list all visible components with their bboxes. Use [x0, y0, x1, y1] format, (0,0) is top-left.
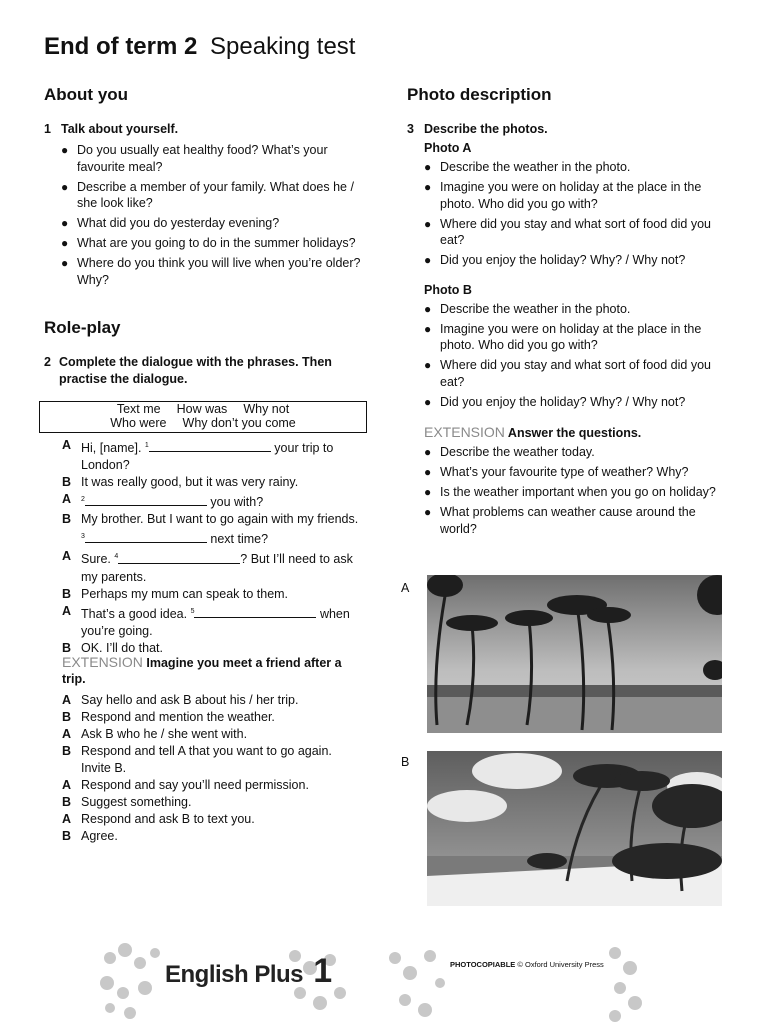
phrase-box — [39, 401, 367, 433]
photo-b-label: Photo B — [424, 282, 472, 297]
gap-blank[interactable] — [118, 551, 240, 564]
bullet-item: ● What did you do yesterday evening? — [61, 215, 364, 232]
phrase: How was — [176, 402, 228, 416]
extension-title: Imagine you meet a friend after a trip. — [62, 656, 342, 686]
phrase: Why not — [243, 402, 290, 416]
title-bold: End of term 2 — [44, 33, 198, 60]
dialogue-line — [62, 548, 362, 585]
speaker: B — [62, 475, 72, 490]
extension-line — [62, 811, 362, 828]
extension-line — [62, 726, 362, 743]
bullet-item: ● Do you usually eat healthy food? What’s your favourite meal? — [61, 142, 364, 175]
bullet-item: ● Describe a member of your family. What does he / she look like? — [61, 179, 364, 212]
gap-number: 3 — [81, 533, 85, 541]
gap-blank[interactable] — [85, 530, 207, 543]
copyright-text: © Oxford University Press — [517, 960, 604, 969]
bullet-item: ● Where did you stay and what sort of food did you eat? — [424, 357, 727, 390]
photo-b-bullets — [424, 301, 727, 411]
photo-section — [407, 121, 727, 541]
extension-label: EXTENSION — [62, 654, 143, 670]
gap-number: 2 — [81, 496, 85, 504]
question-text: Complete the dialogue with the phrases. Then practise the dialogue. — [58, 355, 332, 386]
extension-title: Answer the questions. — [507, 426, 642, 440]
bullet-item: ● Imagine you were on holiday at the place in the photo. Who did you go with? — [424, 179, 727, 212]
extension-text: Ask B who he / she went with. — [81, 727, 248, 741]
phrase: Text me — [116, 402, 161, 416]
bullet-item: ● What are you going to do in the summer holidays? — [61, 235, 364, 252]
extension-text: Respond and say you’ll need permission. — [81, 778, 309, 792]
dialogue — [62, 437, 362, 657]
extension-text: Respond and tell A that you want to go again. Invite B. — [81, 744, 332, 775]
gap-number: 1 — [144, 442, 149, 449]
dialogue-text: your trip to London? — [81, 441, 334, 473]
photo-extension-bullets — [424, 444, 727, 537]
gap-blank[interactable] — [194, 605, 316, 618]
dialogue-text: when you’re going. — [81, 606, 350, 638]
dialogue-text: That’s a good idea. — [81, 606, 191, 621]
bullet-item: ● Describe the weather today. — [424, 444, 727, 461]
question-text: Talk about yourself. — [61, 122, 179, 136]
phrase-row — [40, 402, 366, 416]
photo-heading: Photo description — [407, 85, 552, 104]
photocopiable-label: PHOTOCOPIABLE — [450, 960, 516, 969]
roleplay-extension — [62, 654, 362, 845]
bullet-item: ● Did you enjoy the holiday? Why? / Why not? — [424, 252, 727, 269]
speaker: A — [62, 727, 72, 741]
extension-line — [62, 777, 362, 794]
gap-blank[interactable] — [85, 493, 207, 506]
dialogue-line — [62, 491, 362, 511]
gap-number: 5 — [190, 607, 195, 615]
speaker: B — [62, 640, 72, 655]
photo-a-image — [427, 575, 722, 733]
speaker: A — [62, 778, 72, 792]
dialogue-text: Hi, [name]. — [81, 441, 145, 456]
dialogue-line — [62, 474, 362, 491]
dialogue-text: It was really good, but it was very rainy. — [81, 475, 299, 490]
copyright-note — [450, 960, 604, 969]
speaker: A — [62, 812, 72, 826]
brand-name: English Plus — [165, 961, 304, 988]
phrase: Why don’t you come — [182, 416, 296, 430]
dialogue-line — [62, 511, 362, 548]
dialogue-text: OK. I’ll do that. — [81, 640, 163, 655]
dialogue-text: Sure. — [81, 552, 115, 567]
speaker: A — [62, 693, 72, 707]
extension-text: Agree. — [81, 829, 118, 843]
gap-blank[interactable] — [149, 439, 271, 452]
question-number: 3 — [407, 122, 414, 136]
bullet-item: ● Did you enjoy the holiday? Why? / Why not? — [424, 394, 727, 411]
extension-text: Respond and mention the weather. — [81, 710, 275, 724]
speaker: A — [62, 603, 72, 618]
photo-a-letter: A — [401, 581, 410, 595]
about-section — [44, 121, 364, 292]
extension-text: Suggest something. — [81, 795, 192, 809]
extension-text: Respond and ask B to text you. — [81, 812, 255, 826]
about-bullets — [61, 142, 364, 288]
question-number: 2 — [44, 355, 51, 369]
bullet-item: ● Where did you stay and what sort of food did you eat? — [424, 216, 727, 249]
photo-b-letter: B — [401, 755, 410, 769]
extension-text: Say hello and ask B about his / her trip. — [81, 693, 299, 707]
dialogue-text: next time? — [206, 532, 269, 547]
speaker: A — [62, 438, 72, 452]
speaker: B — [62, 586, 72, 601]
dialogue-text: you with? — [206, 495, 264, 510]
bullet-item: ● What’s your favourite type of weather? Why? — [424, 464, 727, 481]
speaker: A — [62, 549, 72, 564]
dialogue-line — [62, 603, 362, 640]
title-rest: Speaking test — [210, 33, 356, 60]
question-text: Describe the photos. — [424, 122, 548, 136]
bullet-item: ● Describe the weather in the photo. — [424, 159, 727, 176]
bullet-item: ● Where do you think you will live when you’re older? Why? — [61, 255, 364, 288]
speaker: B — [62, 795, 72, 809]
extension-label: EXTENSION — [424, 424, 505, 440]
footer — [95, 938, 655, 1024]
question-3 — [407, 121, 727, 138]
question-1 — [44, 121, 364, 138]
photo-a-label: Photo A — [424, 141, 472, 155]
dialogue-line — [62, 437, 362, 474]
page-title — [44, 33, 355, 61]
bullet-item: ● Describe the weather in the photo. — [424, 301, 727, 318]
bullet-item: ● Is the weather important when you go on holiday? — [424, 484, 727, 501]
phrase: Who were — [110, 416, 167, 430]
speaker: B — [62, 829, 72, 843]
bullet-item: ● Imagine you were on holiday at the place in the photo. Who did you go with? — [424, 321, 727, 354]
photo-b-image — [427, 751, 722, 906]
speaker: B — [62, 744, 72, 758]
photo-a-bullets — [424, 159, 727, 269]
speaker: B — [62, 512, 72, 527]
speaker: A — [62, 492, 72, 507]
extension-lines — [62, 692, 362, 845]
dialogue-line — [62, 586, 362, 603]
brand-level: 1 — [313, 952, 332, 990]
photo-extension-heading — [424, 424, 727, 441]
dialogue-text: My brother. But I want to go again with my friends. — [81, 512, 359, 527]
phrase-row — [40, 416, 366, 430]
dialogue-text: ? But I’ll need to ask my parents. — [81, 552, 353, 584]
brand-logo — [165, 952, 332, 991]
speaker: B — [62, 710, 72, 724]
question-2 — [44, 354, 354, 388]
dialogue-text: Perhaps my mum can speak to them. — [81, 586, 289, 601]
extension-line — [62, 828, 362, 845]
extension-line — [62, 743, 362, 777]
extension-line — [62, 709, 362, 726]
about-heading: About you — [44, 85, 129, 104]
gap-number: 4 — [114, 553, 119, 561]
bullet-item: ● What problems can weather cause around the world? — [424, 504, 727, 537]
question-number: 1 — [44, 122, 51, 136]
extension-line — [62, 794, 362, 811]
roleplay-heading: Role-play — [44, 318, 121, 337]
extension-line — [62, 692, 362, 709]
